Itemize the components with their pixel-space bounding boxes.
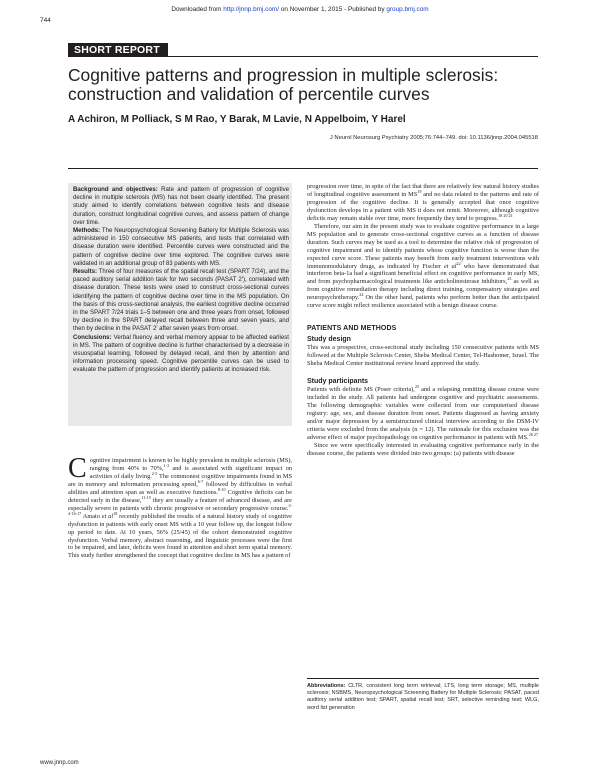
drop-cap: C (68, 453, 87, 484)
footer-url: www.jnnp.com (40, 760, 79, 766)
header-rule (68, 56, 538, 57)
abbreviations-rule (307, 678, 539, 679)
abbreviations: Abbreviations: CLTR, consistent long term retrieval; LTS, long term storage; MS, multiple sclerosis; NSBMS, Neuropsychological Screening Battery for Multiple Sclerosis; PASAT, paced auditory serial addition test; SPART, spatial recall test; SRT, selective reminding test; WLG, word list generation (307, 683, 539, 711)
author-list: A Achiron, M Polliack, S M Rao, Y Barak, M Lavie, N Appelboim, Y Harel (68, 114, 406, 125)
abstract-results: Results: Three of four measures of the spatial recall test (SPART 7/24), and the paced auditory serial addition task for two seconds (PASAT 2′), correlated with disease duration. These tests were used to construct cross-sectional curves identifying the pattern of cognitive decline over time in the MS population. On the basis of this cross-sectional analysis, the earliest cognitive decline occurred in the SPART 7/24 trials 1–5 between one and three years from onset, followed by decline in the SPART delayed recall between three and seven years, and then by decline in the PASAT 2′ after seven years from onset. (73, 268, 289, 333)
page-number: 744 (40, 17, 51, 24)
download-banner (0, 6, 600, 13)
download-middle: on November 1, 2015 - Published by (280, 6, 385, 13)
abstract-conclusions: Conclusions: Verbal fluency and verbal memory appear to be affected earliest in MS. The pattern of cognitive decline is further characterised by a decrease in visuospatial learning, followed by delayed recall, and then by attention and information processing speed. Cognitive percentile curves can be used to evaluate the pattern of progression and identify patients at increased risk. (73, 333, 289, 374)
abstract (73, 186, 289, 375)
abstract-methods: Methods: The Neuropsychological Screening Battery for Multiple Sclerosis was administered in 150 consecutive MS patients, and tests that correlated with disease duration were identified. Percentile curves were constructed and the pattern of cognitive decline over time explored. The cognitive curves were validated in an additional group of 83 patients with MS. (73, 227, 289, 267)
intro-paragraph: Cognitive impairment is known to be highly prevalent in multiple sclerosis (MS), ranging from 40% to 70%,$^{1-3}$ and is associated with significant impact on activities of daily living.$^{2-5}$ The commonest cognitive impairments found in MS are in memory and information processing speed,$^{6-7}$ followed by difficulties in verbal abilities and attention span as well as executive functions.$^{8-10}$ Cognitive deficits can be detected early in the disease,$^{11-15}$ they are usually a feature of advanced disease, and are especially severe in patients with chronic progressive or secondary progressive course.$^{2-4-16-17}$ Amato et $al^{18}$ recently published the results of a natural history study of cognitive dysfunction in patients with early onset MS with a 10 year follow up, the longest follow up period to date. At 10 years, 56% (25/45) of the cohort demonstrated cognitive dysfunction. Verbal memory, abstract reasoning, and linguistic processes were the first to be impaired, and later, deficits were found in attention and short term spatial memory. This study further strengthened the concept that cognitive decline in MS has a pattern of (68, 453, 292, 560)
participants-paragraph-2: Since we were specifically interested in evaluating cognitive performance early in the disease course, the patients were divided into two groups: (a) patients with disease (307, 441, 539, 457)
aim-paragraph: Therefore, our aim in the present study was to evaluate cognitive performance in a large MS population and to generate cross-sectional cognitive curves as a function of disease duration. Such curves may be used as a tool to determine the relative risk of progression of cognitive impairment and to identify patients whose cognitive function is worse than the expected curve score. These patients may benefit from early treatment interventions with immunomodulatory drugs, as indicated by Fischer et $al^{22}$ who have demonstrated that interferon beta-1a had a significant beneficial effect on cognitive performance in early MS, and from psychopharmacological treatments like anticholinesterase inhibitors,$^{23}$ as well as from cognitive remediation therapy including direct training, compensatory strategies and neuropsychotherapy.$^{24}$ On the other hand, patients who perform better than the anticipated curve score might reflect resilience associated with a benign disease course. (307, 222, 539, 310)
citation-line: J Neurol Neurosurg Psychiatry 2005;76:744–749. doi: 10.1136/jnnp.2004.045518 (329, 135, 538, 141)
section-label: SHORT REPORT (68, 43, 168, 57)
participants-heading: Study participants (307, 378, 369, 386)
journal-link[interactable]: http://jnnp.bmj.com/ (223, 6, 280, 13)
methods-heading: PATIENTS AND METHODS (307, 325, 397, 333)
article-title: Cognitive patterns and progression in multiple sclerosis: construction and validation of percentile curves (68, 65, 499, 104)
design-heading: Study design (307, 336, 351, 344)
citation-rule (68, 168, 538, 169)
intro-continued: progression over time, in spite of the fact that there are relatively few natural history studies of longitudinal cognitive assessment in MS$^{19}$ and no data related to the patterns and rate of progression of the cognitive decline. It is generally accepted that once cognitive dysfunction develops in a patient with MS it does not remit. Moreover, although cognitive deficits may remain stable over time, more frequently they tend to progress.$^{18 20 21}$ (307, 183, 539, 222)
abstract-background: Background and objectives: Rate and pattern of progression of cognitive decline in multiple sclerosis (MS) has not been clearly identified. The present study aimed to identify correlations between cognitive tests and disease duration, construct longitudinal cognitive curves, and assess pattern of change over time. (73, 186, 289, 226)
participants-paragraph: Patients with definite MS (Poser criteria),$^{25}$ and a relapsing remitting disease course were included in the study. All patients had undergone cognitive and psychiatric assessments. The following demographic variables were collected from our computerised disease registry: age, sex, and disease duration from onset. Patients diagnosed as having anxiety and/or major depression by a semistructured clinical interview according to the DSM-IV criteria were excluded from the analysis (n = 12). The rationale for this exclusion was the adverse effect of major psychopathology on cognitive performance in patients with MS.$^{26 27}$ (307, 383, 539, 441)
publisher-link[interactable]: group.bmj.com (386, 6, 429, 13)
download-prefix: Downloaded from (171, 6, 222, 13)
right-column (307, 183, 539, 458)
introduction (68, 453, 292, 560)
design-paragraph: This was a prospective, cross-sectional study including 150 consecutive patients with MS followed at the Multiple Sclerosis Center, Sheba Medical Center, Tel-Hashomer, Israel. The Sheba Medical Center institutional review board approved the study. (307, 344, 539, 368)
